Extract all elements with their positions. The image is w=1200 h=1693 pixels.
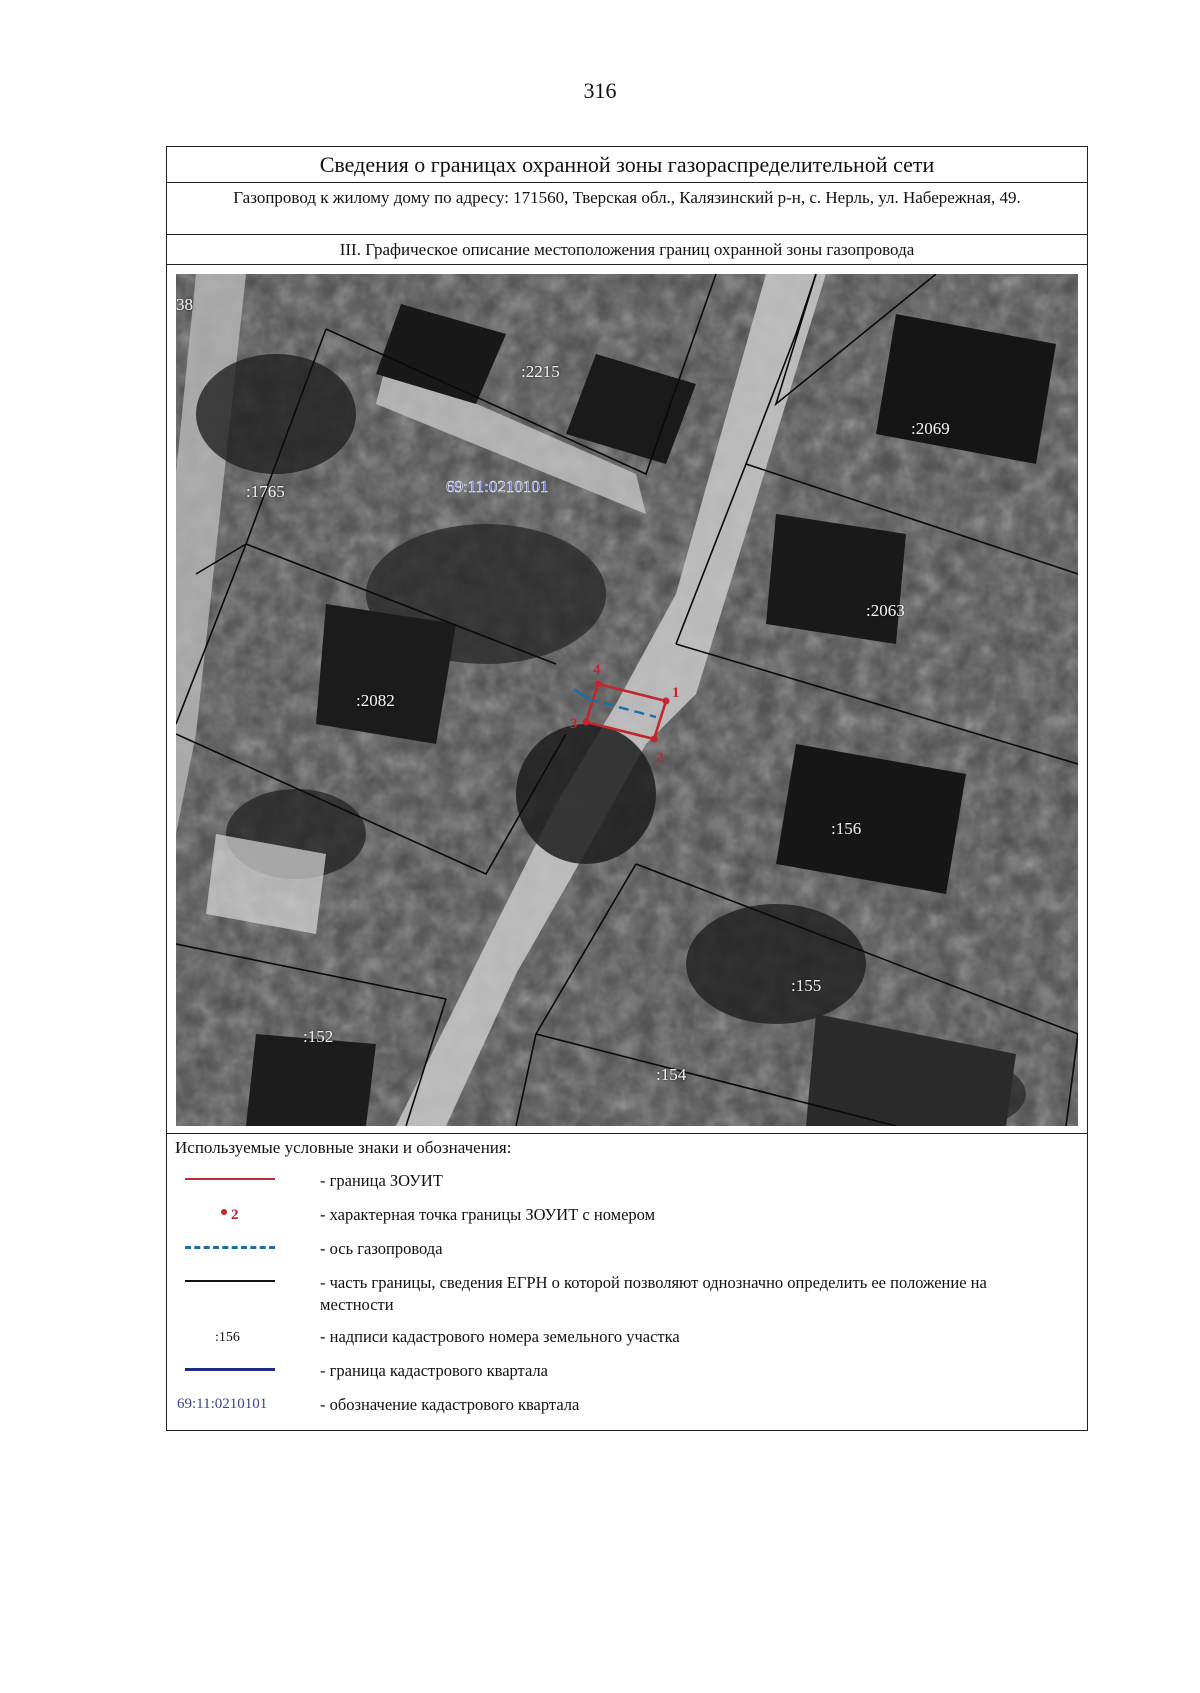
legend-text: - граница ЗОУИТ: [320, 1171, 443, 1190]
point-label-3: 3: [570, 716, 578, 732]
parcel-label-2063: :2063: [866, 601, 905, 620]
point-label-1: 1: [672, 685, 680, 701]
map-canvas: [176, 274, 1078, 1126]
parcel-label-156: :156: [831, 819, 862, 838]
legend-text: - часть границы, сведения ЕГРН о которой позволяют однозначно определить ее положение на местности: [320, 1273, 987, 1314]
quarter-label-sample-text: 69:11:0210101: [177, 1396, 268, 1412]
trees-3: [516, 724, 656, 864]
legend-item-egrn-boundary: [167, 1266, 1087, 1320]
parcel-label-38: 38: [176, 295, 193, 314]
legend-item-parcel-label: [167, 1320, 1087, 1354]
dark-blue-line-icon: [177, 1354, 292, 1388]
legend-item-zone-boundary: [167, 1164, 1087, 1198]
red-line-icon: [177, 1164, 292, 1198]
legend-text: - надписи кадастрового номера земельного участка: [320, 1327, 680, 1346]
parcel-label-2082: :2082: [356, 691, 395, 710]
point-label-2: 2: [656, 750, 664, 766]
legend-item-pipe-axis: [167, 1232, 1087, 1266]
quarter-label-sample: [177, 1388, 292, 1422]
map-container: [167, 265, 1087, 1134]
trees-4: [686, 904, 866, 1024]
point-label-4: 4: [593, 662, 601, 678]
legend-header: Используемые условные знаки и обозначения:: [175, 1138, 512, 1157]
quarter-label: 69:11:0210101: [446, 477, 549, 496]
document-frame: [166, 146, 1088, 1431]
zone-point-4[interactable]: [595, 681, 602, 688]
parcel-label-2069: :2069: [911, 419, 950, 438]
parcel-label-sample-text: :156: [215, 1330, 240, 1345]
parcel-label-155: :155: [791, 976, 822, 995]
zone-point-3[interactable]: [583, 719, 590, 726]
legend-text: - обозначение кадастрового квартала: [320, 1395, 580, 1414]
aerial-map[interactable]: [176, 274, 1078, 1126]
legend-item-zone-point: [167, 1198, 1087, 1232]
legend: [167, 1134, 1087, 1422]
parcel-label-2215: :2215: [521, 362, 560, 381]
red-point-icon: [177, 1198, 292, 1232]
building-2082: [316, 604, 456, 744]
trees-1: [196, 354, 356, 474]
legend-item-quarter-label: [167, 1388, 1087, 1422]
page-number: 316: [583, 78, 617, 103]
legend-item-quarter-boundary: [167, 1354, 1087, 1388]
parcel-label-sample: [177, 1320, 292, 1354]
parcel-label-152: :152: [303, 1027, 334, 1046]
black-line-icon: [177, 1266, 292, 1300]
legend-text: - граница кадастрового квартала: [320, 1361, 548, 1380]
document-title: Сведения о границах охранной зоны газораспределительной сети: [167, 147, 1087, 183]
parcel-label-1765: :1765: [246, 482, 285, 501]
legend-point-number: 2: [231, 1207, 239, 1223]
legend-text: - характерная точка границы ЗОУИТ с номером: [320, 1205, 656, 1224]
building-2063: [766, 514, 906, 644]
section-heading: III. Графическое описание местоположения границ охранной зоны газопровода: [167, 235, 1087, 265]
legend-text: - ось газопровода: [320, 1239, 443, 1258]
document-subtitle: Газопровод к жилому дому по адресу: 171560, Тверская обл., Калязинский р-н, с. Нерль, ул. Набережная, 49.: [167, 183, 1087, 235]
zone-point-1[interactable]: [663, 698, 670, 705]
parcel-label-154: :154: [656, 1065, 687, 1084]
blue-dashed-line-icon: [177, 1232, 292, 1266]
zone-point-2[interactable]: [651, 736, 658, 743]
building-152: [246, 1034, 376, 1126]
